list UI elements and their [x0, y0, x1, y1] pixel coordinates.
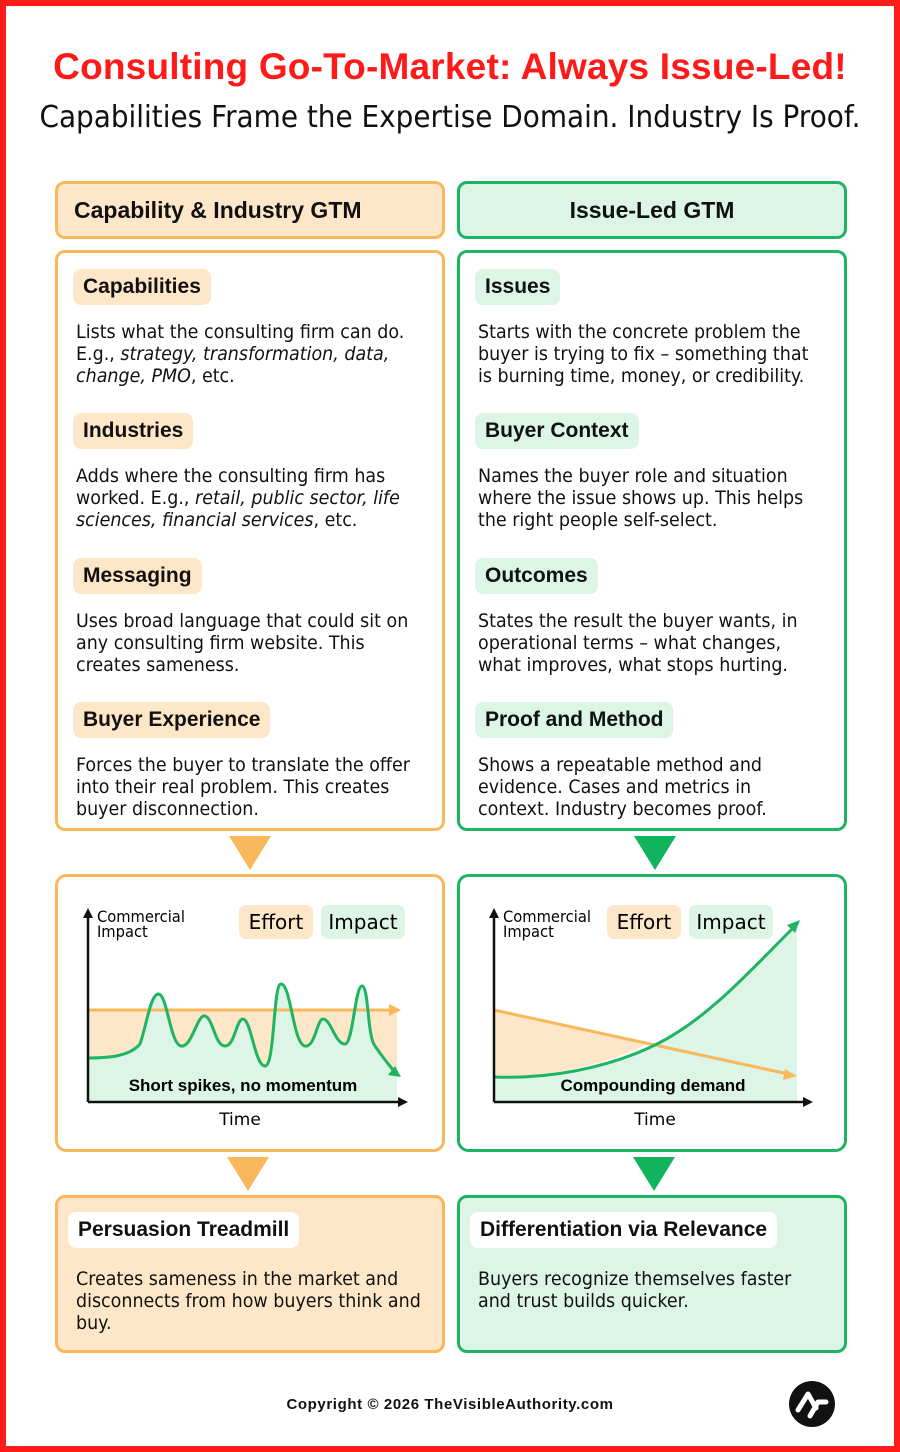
left-panel — [55, 250, 445, 831]
right-legend-effort: Effort — [616, 910, 672, 934]
industries-text: Adds where the consulting firm has worked. E.g., retail, public sector, life sciences, financial services, etc. — [76, 465, 400, 531]
left-column-header: Capability & Industry GTM — [55, 181, 445, 239]
left-outcome-text: Creates sameness in the market and disconnects from how buyers think and buy. — [76, 1268, 421, 1334]
left-outcome-title: Persuasion Treadmill — [68, 1212, 299, 1248]
right-down-arrow-1 — [634, 836, 676, 870]
issues-text: Starts with the concrete problem the buyer is trying to fix – something that is burning time, money, or credibility. — [478, 321, 809, 387]
buyer-experience-text: Forces the buyer to translate the offer into their real problem. This creates buyer disconnection. — [76, 754, 410, 820]
right-down-arrow-2 — [633, 1157, 675, 1191]
left-legend-impact: Impact — [328, 910, 398, 934]
brand-logo-icon — [788, 1380, 836, 1428]
right-xlabel: Time — [634, 1110, 676, 1130]
left-chart-panel — [55, 874, 445, 1152]
proof-method-tag: Proof and Method — [475, 702, 673, 738]
capabilities-text: Lists what the consulting firm can do. E.g., strategy, transformation, data, change, PMO, etc. — [76, 321, 405, 387]
right-column-header: Issue-Led GTM — [457, 181, 847, 239]
proof-method-text: Shows a repeatable method and evidence. Cases and metrics in context. Industry becomes proof. — [478, 754, 767, 820]
page-title: Consulting Go-To-Market: Always Issue-Led! — [53, 46, 847, 87]
right-panel — [457, 250, 847, 831]
right-outcome-title: Differentiation via Relevance — [470, 1212, 777, 1248]
right-chart — [457, 874, 847, 1152]
left-xlabel: Time — [219, 1110, 261, 1130]
buyer-context-tag: Buyer Context — [475, 413, 639, 449]
page-subtitle: Capabilities Frame the Expertise Domain. Industry Is Proof. — [39, 100, 861, 135]
right-outcome-box — [457, 1195, 847, 1353]
industries-tag: Industries — [73, 413, 193, 449]
capabilities-tag: Capabilities — [73, 269, 211, 305]
left-outcome-box — [55, 1195, 445, 1353]
left-ylabel-line2: Impact — [96, 922, 148, 942]
buyer-experience-tag: Buyer Experience — [73, 702, 270, 738]
left-chart-annotation: Short spikes, no momentum — [128, 1076, 358, 1095]
right-chart-annotation: Compounding demand — [560, 1076, 746, 1095]
outcomes-tag: Outcomes — [475, 558, 598, 594]
right-legend-impact: Impact — [696, 910, 766, 934]
messaging-text: Uses broad language that could sit on any consulting firm website. This creates sameness. — [76, 610, 409, 676]
left-chart — [55, 874, 445, 1152]
buyer-context-text: Names the buyer role and situation where the issue shows up. This helps the right people self-select. — [478, 465, 804, 531]
left-down-arrow-1 — [229, 836, 271, 870]
right-ylabel-line1: Commercial — [503, 907, 591, 927]
left-ylabel-line1: Commercial — [96, 907, 185, 927]
right-chart-panel — [457, 874, 847, 1152]
copyright-text: Copyright © 2026 TheVisibleAuthority.com — [286, 1396, 614, 1413]
right-outcome-text: Buyers recognize themselves faster and trust builds quicker. — [478, 1268, 792, 1312]
issues-tag: Issues — [475, 269, 560, 305]
left-legend-effort: Effort — [248, 910, 304, 934]
right-ylabel-line2: Impact — [503, 922, 554, 942]
outcomes-text: States the result the buyer wants, in operational terms – what changes, what improves, what stops hurting. — [478, 610, 798, 676]
left-down-arrow-2 — [227, 1157, 269, 1191]
messaging-tag: Messaging — [73, 558, 202, 594]
